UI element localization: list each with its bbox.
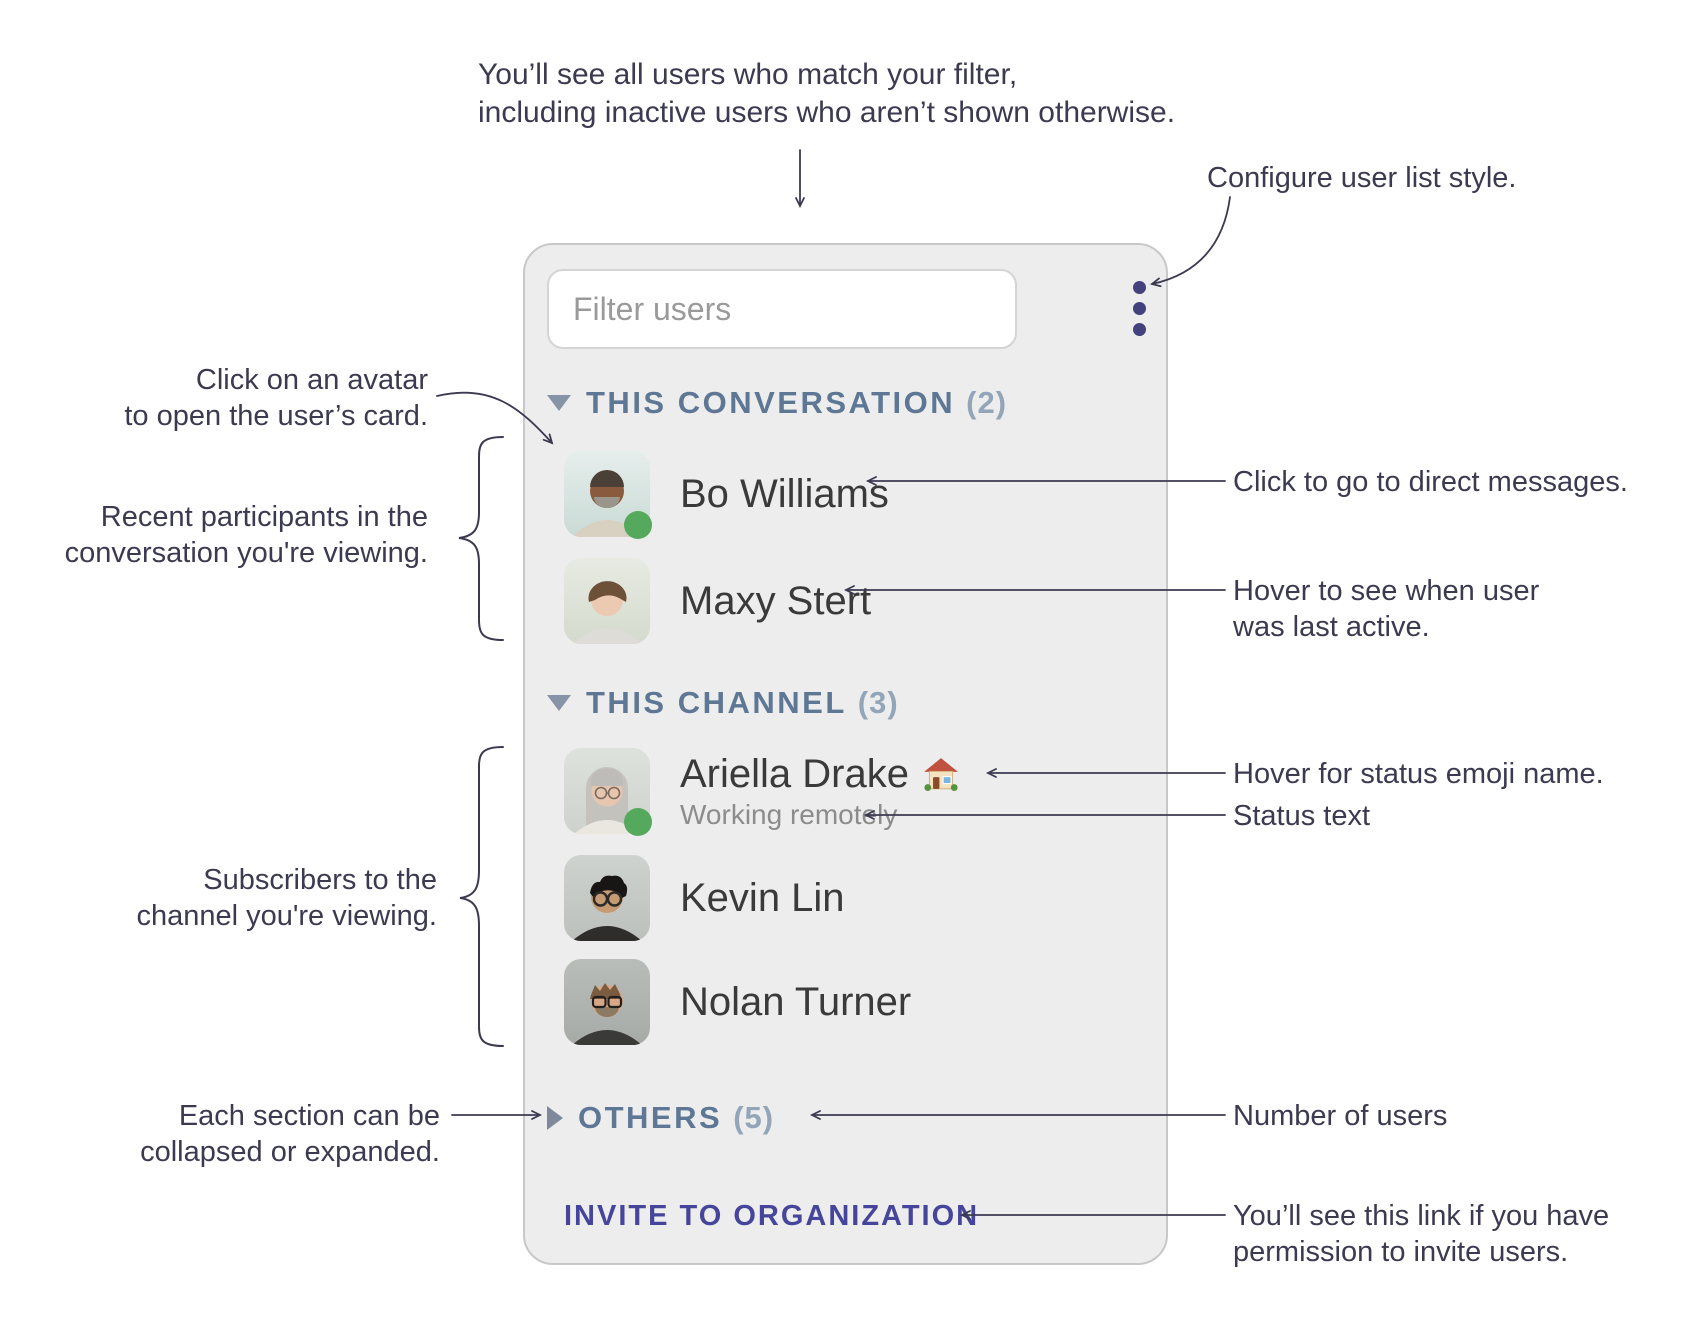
invite-note: You’ll see this link if you have permission to invite users. — [1233, 1200, 1610, 1268]
section-count: (3) — [857, 685, 899, 720]
avatar-bo-williams[interactable] — [564, 451, 650, 537]
user-row-nolan-turner — [564, 959, 911, 1045]
user-list-menu-button[interactable] — [1125, 281, 1153, 336]
user-row-ariella-drake — [564, 748, 959, 834]
user-row-maxy-stert — [564, 558, 871, 644]
section-count: (5) — [733, 1100, 775, 1135]
chevron-right-icon — [547, 1106, 563, 1130]
user-list-panel — [523, 243, 1168, 1265]
user-name-maxy-stert[interactable]: Maxy Stert — [680, 578, 872, 623]
user-name-ariella-drake[interactable]: Ariella Drake — [680, 751, 909, 796]
filter-users-input[interactable] — [547, 269, 1017, 349]
ellipsis-dot-icon — [1133, 323, 1146, 336]
chevron-down-icon — [547, 395, 571, 411]
section-label: OTHERS — [578, 1100, 723, 1135]
section-label: THIS CHANNEL — [586, 685, 847, 720]
brace-conversation-rows — [459, 437, 503, 640]
avatar-image — [564, 959, 650, 1045]
chevron-down-icon — [547, 695, 571, 711]
filter-note: You’ll see all users who match your filter, including inactive users who aren’t shown otherwise. — [478, 58, 1176, 129]
participants-note: Recent participants in the conversation you're viewing. — [64, 501, 428, 569]
user-name-bo-williams[interactable]: Bo Williams — [680, 471, 889, 516]
user-row-bo-williams — [564, 451, 889, 537]
user-name-nolan-turner[interactable]: Nolan Turner — [680, 979, 912, 1024]
status-emoji-note: Hover for status emoji name. — [1233, 758, 1604, 790]
user-name-kevin-lin[interactable]: Kevin Lin — [680, 875, 845, 920]
section-this-conversation[interactable] — [547, 386, 1007, 420]
invite-to-organization-link[interactable]: INVITE TO ORGANIZATION — [564, 1200, 980, 1232]
user-status-text: Working remotely — [680, 798, 898, 830]
user-row-kevin-lin — [564, 855, 845, 941]
section-others[interactable] — [547, 1101, 774, 1135]
avatar-kevin-lin[interactable] — [564, 855, 650, 941]
avatar-note: Click on an avatar to open the user’s card. — [124, 364, 428, 432]
count-note: Number of users — [1233, 1100, 1448, 1132]
status-text-note: Status text — [1233, 800, 1371, 832]
subscribers-note: Subscribers to the channel you're viewing. — [136, 864, 437, 932]
collapse-note: Each section can be collapsed or expanded. — [140, 1100, 440, 1168]
configure-note: Configure user list style. — [1207, 162, 1517, 194]
house-emoji-icon — [923, 757, 959, 791]
section-label: THIS CONVERSATION — [586, 385, 956, 420]
brace-channel-rows — [460, 747, 503, 1046]
online-status-dot — [624, 808, 652, 836]
dm-note: Click to go to direct messages. — [1233, 466, 1628, 498]
avatar-image — [564, 558, 650, 644]
section-this-channel[interactable] — [547, 686, 899, 720]
avatar-ariella-drake[interactable] — [564, 748, 650, 834]
avatar-nolan-turner[interactable] — [564, 959, 650, 1045]
avatar-maxy-stert[interactable] — [564, 558, 650, 644]
ellipsis-dot-icon — [1133, 281, 1146, 294]
online-status-dot — [624, 511, 652, 539]
avatar-image — [564, 855, 650, 941]
section-count: (2) — [966, 385, 1008, 420]
ellipsis-dot-icon — [1133, 302, 1146, 315]
last-active-note: Hover to see when user was last active. — [1233, 575, 1540, 643]
